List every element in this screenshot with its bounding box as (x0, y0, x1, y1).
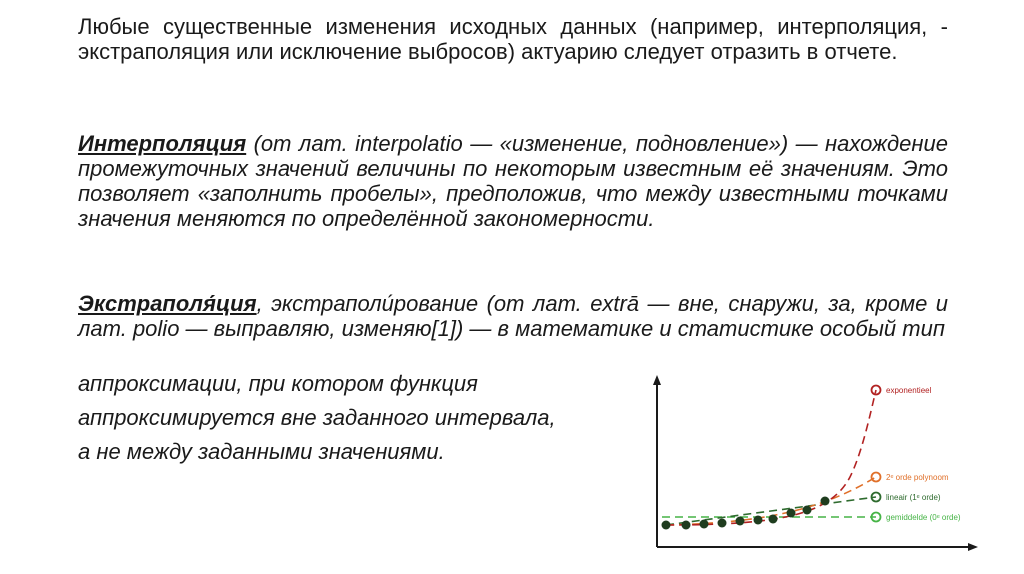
intro-paragraph: Любые существенные изменения исходных данных (например, интерполяция, - экстраполяция или исключение выбросов) актуарию следует отразить в отчете. (78, 14, 948, 64)
extrapolation-paragraph (78, 291, 948, 341)
data-point (754, 516, 763, 525)
y-axis-arrow (653, 375, 661, 385)
x-axis-arrow (968, 543, 978, 551)
interpolation-term: Интерполяция (78, 131, 247, 156)
data-point (700, 520, 709, 529)
data-point (662, 521, 671, 530)
legend-poly: 2ᵉ orde polynoom (886, 473, 949, 482)
data-points (662, 497, 830, 530)
data-point (769, 515, 778, 524)
poly-marker (872, 473, 881, 482)
interpolation-definition: (от лат. interpolatio — «изменение, подновление») — нахождение промежуточных значений величины по некоторым известным её значениям. Это позволяет «заполнить пробелы», предположив, что между известными точками значения меняются по определённой закономерности. (78, 131, 948, 231)
data-point (787, 509, 796, 518)
legend-mean: gemiddelde (0ᵉ orde) (886, 513, 961, 522)
data-point (682, 521, 691, 530)
extrapolation-term: Экстраполя́ция (78, 291, 257, 316)
extrapolation-definition: , экстраполи́рование (от лат. extrā — вне, снаружи, за, кроме и лат. polio — выправляю, изменяю[1]) — в математике и статистике особый тип (78, 291, 948, 341)
extrapolation-line-2: аппроксимируется вне заданного интервала, (78, 405, 556, 430)
data-point (803, 506, 812, 515)
legend-linear: lineair (1ᵉ orde) (886, 493, 941, 502)
legend-exponential: exponentieel (886, 386, 932, 395)
extrapolation-line-1: аппроксимации, при котором функция (78, 371, 478, 396)
data-point (736, 517, 745, 526)
data-point (821, 497, 830, 506)
interpolation-paragraph (78, 131, 948, 231)
exponential-curve (666, 390, 876, 525)
extrapolation-line-3: а не между заданными значениями. (78, 439, 445, 464)
data-point (718, 519, 727, 528)
extrapolation-figure (640, 365, 1024, 570)
